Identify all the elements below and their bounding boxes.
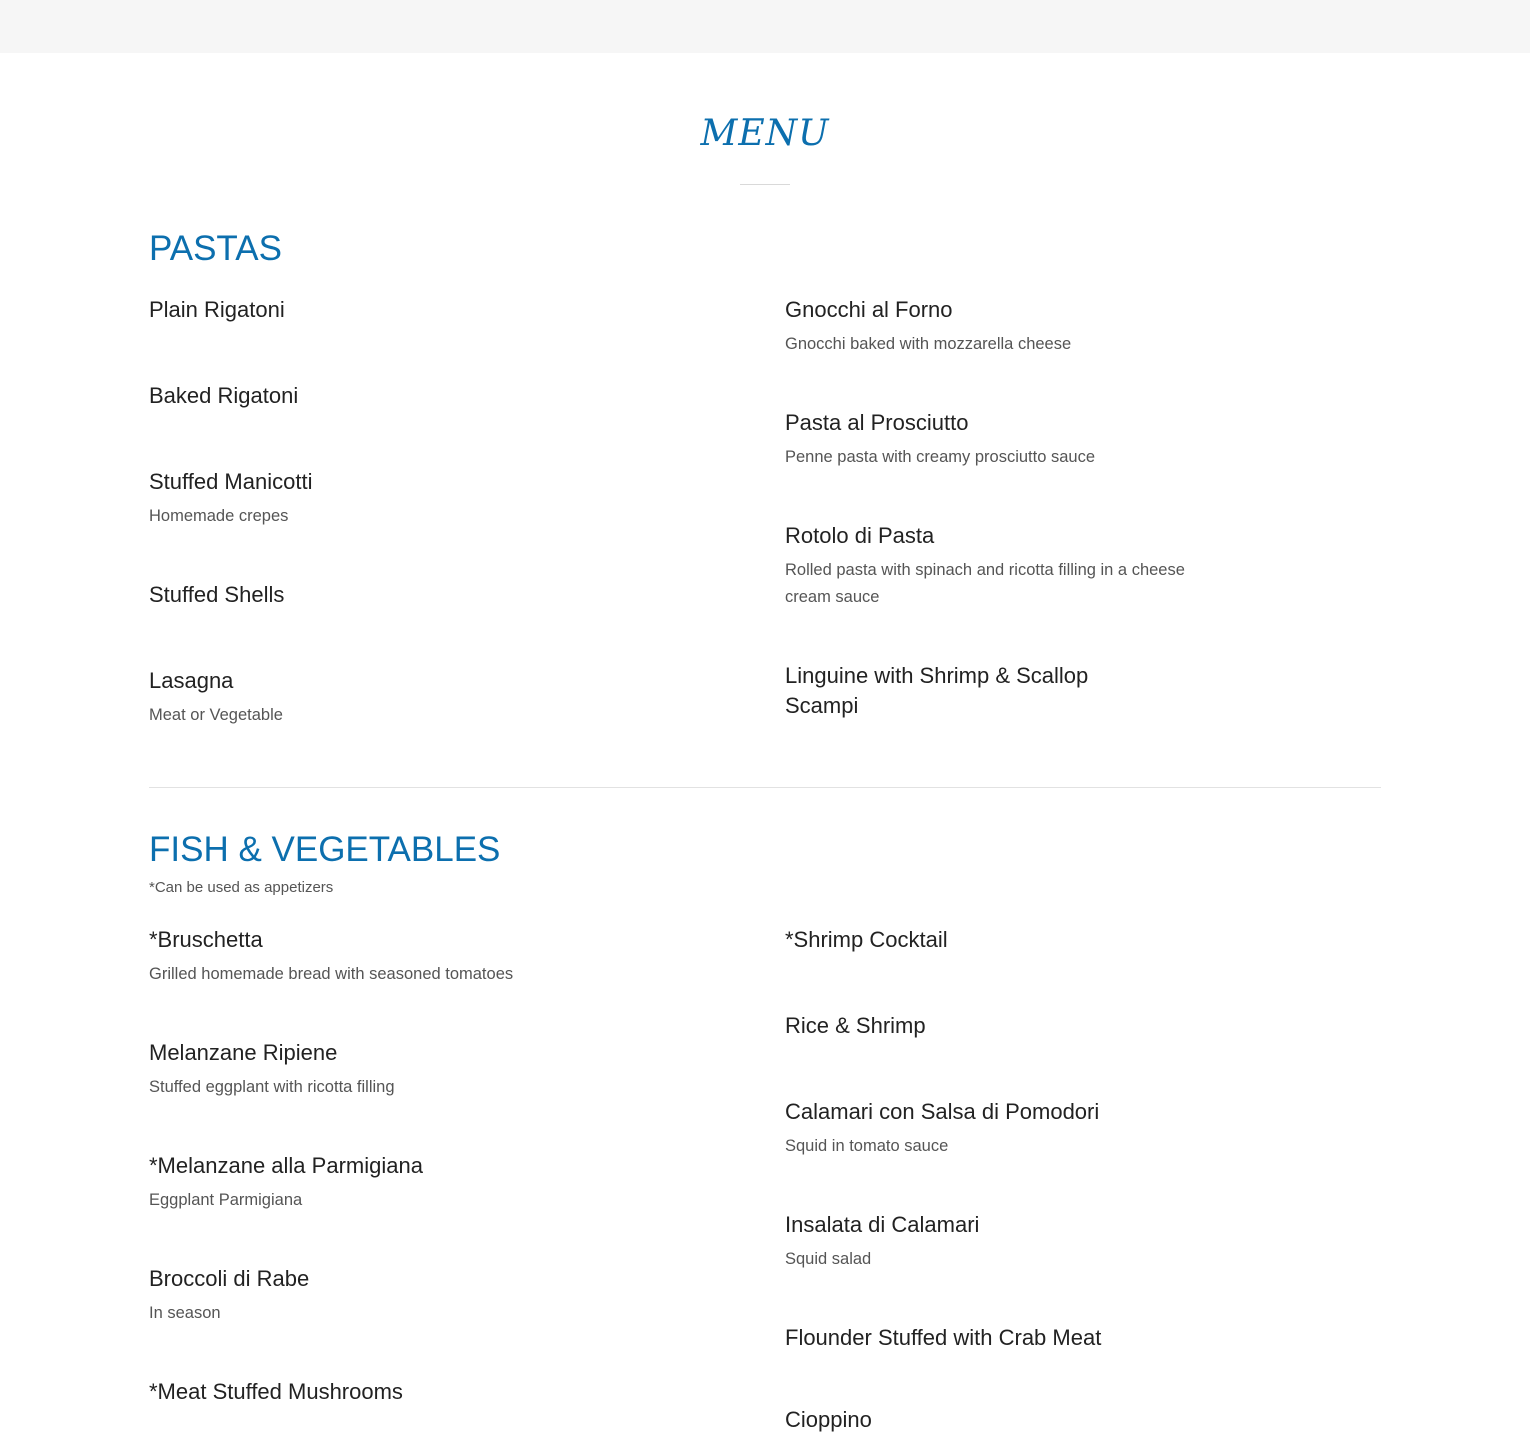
menu-item <box>149 925 579 988</box>
page-title: MENU <box>700 113 830 154</box>
menu-item-name: Pasta al Prosciutto <box>785 410 969 435</box>
menu-item <box>785 295 1215 358</box>
menu-item <box>785 1323 1215 1353</box>
menu-item-name: Gnocchi al Forno <box>785 297 953 322</box>
section-divider <box>149 787 1381 788</box>
menu-item-description: In season <box>149 1304 221 1322</box>
section-heading-pastas: PASTAS <box>149 229 282 268</box>
menu-item-name: Baked Rigatoni <box>149 383 299 408</box>
menu-item <box>149 1038 579 1101</box>
menu-item-name: Flounder Stuffed with Crab Meat <box>785 1325 1102 1350</box>
menu-item-name: *Shrimp Cocktail <box>785 927 948 952</box>
menu-item-name: Rice & Shrimp <box>785 1013 926 1038</box>
menu-item <box>149 1264 579 1327</box>
menu-item-name: *Meat Stuffed Mushrooms <box>149 1379 403 1404</box>
menu-item-description: Homemade crepes <box>149 507 289 525</box>
menu-item-name: Lasagna <box>149 668 234 693</box>
menu-item-name: Stuffed Manicotti <box>149 469 313 494</box>
menu-item <box>785 1011 1215 1041</box>
menu-item-name: Calamari con Salsa di Pomodori <box>785 1099 1100 1124</box>
menu-item-description: Squid salad <box>785 1250 872 1268</box>
menu-item <box>149 381 579 411</box>
menu-item <box>785 1097 1215 1160</box>
menu-item-name: Cioppino <box>785 1407 872 1432</box>
menu-item-description: Eggplant Parmigiana <box>149 1191 303 1209</box>
menu-item-description: Gnocchi baked with mozzarella cheese <box>785 335 1072 353</box>
menu-item-description: Rolled pasta with spinach and ricotta filling in a cheese cream sauce <box>785 561 1185 606</box>
menu-item-name: Plain Rigatoni <box>149 297 285 322</box>
menu-item <box>149 1151 579 1214</box>
menu-item-name: Insalata di Calamari <box>785 1212 980 1237</box>
menu-item-name: *Melanzane alla Parmigiana <box>149 1153 423 1178</box>
menu-item <box>149 580 579 610</box>
menu-item <box>785 408 1215 471</box>
top-bar <box>0 0 1530 53</box>
menu-item <box>149 467 579 530</box>
menu-item-name: Stuffed Shells <box>149 582 285 607</box>
menu-item <box>785 661 1115 721</box>
menu-item <box>785 925 1215 955</box>
section-heading-fish-vegetables: FISH & VEGETABLES <box>149 830 501 869</box>
menu-item <box>785 521 1225 611</box>
menu-item-description: Stuffed eggplant with ricotta filling <box>149 1078 395 1096</box>
title-divider <box>740 184 790 185</box>
menu-item <box>785 1210 1215 1273</box>
section-note: *Can be used as appetizers <box>149 879 334 896</box>
menu-item <box>785 1405 1215 1432</box>
menu-item-description: Grilled homemade bread with seasoned tomatoes <box>149 965 514 983</box>
menu-item-name: *Bruschetta <box>149 927 263 952</box>
menu-item-description: Meat or Vegetable <box>149 706 283 724</box>
menu-item-name: Melanzane Ripiene <box>149 1040 338 1065</box>
menu-item <box>149 666 579 729</box>
menu-item-name: Linguine with Shrimp & Scallop Scampi <box>785 663 1089 718</box>
menu-item <box>149 1377 579 1407</box>
menu-item <box>149 295 579 325</box>
menu-item-description: Penne pasta with creamy prosciutto sauce <box>785 448 1095 466</box>
menu-item-description: Squid in tomato sauce <box>785 1137 949 1155</box>
menu-item-name: Rotolo di Pasta <box>785 523 935 548</box>
menu-item-name: Broccoli di Rabe <box>149 1266 310 1291</box>
